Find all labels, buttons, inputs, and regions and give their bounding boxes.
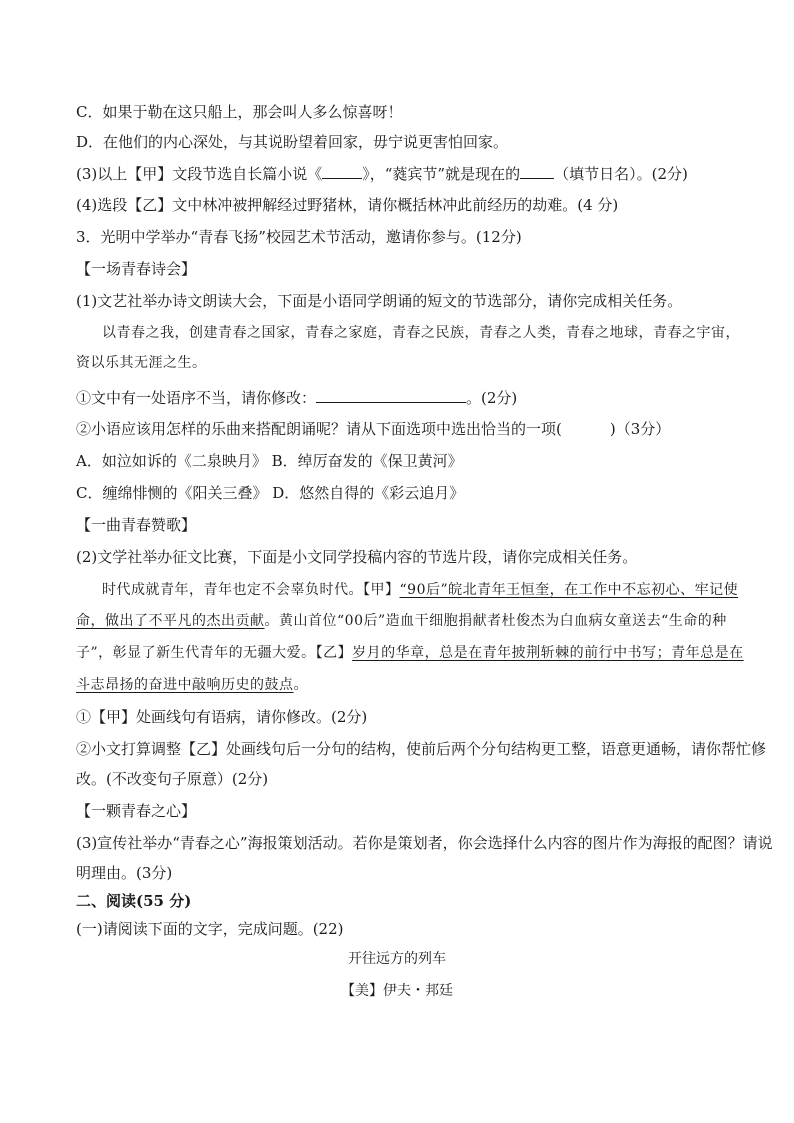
essay-line-2 bbox=[76, 610, 734, 632]
option-d bbox=[76, 131, 734, 153]
question-3-text-b: 》，“蕤宾节”就是现在的 bbox=[362, 165, 521, 183]
subtask-2 bbox=[76, 546, 734, 568]
essay-line-3-text: 子”，彰显了新生代青年的无疆大爱。【乙】 bbox=[76, 645, 353, 661]
novel-title-blank[interactable] bbox=[322, 162, 362, 179]
subtask-1-text: (1)文艺社举办诗文朗读大会，下面是小语同学朗诵的短文的节选部分，请你完成相关任务。 bbox=[76, 292, 683, 310]
quote-line-1 bbox=[102, 322, 740, 344]
option-c-text: C．如果于勒在这只船上，那会叫人多么惊喜呀！ bbox=[76, 103, 403, 121]
music-options-ab-text: A．如泣如诉的《二泉映月》 B．绰厉奋发的《保卫黄河》 bbox=[76, 452, 463, 470]
question-4 bbox=[76, 194, 734, 216]
article-author bbox=[0, 980, 794, 1002]
quote-line-2-text: 资以乐其无涯之生。 bbox=[76, 355, 207, 371]
quote-line-1-text: 以青春之我，创建青春之国家，青春之家庭，青春之民族，青春之人类，青春之地球，青春之宇宙， bbox=[102, 325, 740, 341]
underlined-sentence-yi-end: 斗志昂扬的奋进中敲响历史的鼓点 bbox=[76, 677, 294, 693]
section-heading-heart bbox=[76, 800, 734, 822]
item-2-text: ②小语应该用怎样的乐曲来搭配朗诵呢？请从下面选项中选出恰当的一项( bbox=[76, 420, 562, 438]
subtask-3-cont-text: 明理由。(3分) bbox=[76, 864, 173, 882]
music-options-ab bbox=[76, 450, 734, 472]
option-d-text: D．在他们的内心深处，与其说盼望着回家，毋宁说更害怕回家。 bbox=[76, 133, 509, 151]
essay-line-1 bbox=[102, 579, 739, 601]
task-3-intro bbox=[76, 226, 734, 248]
item-1-word-order bbox=[76, 386, 734, 409]
item-2-structure bbox=[76, 738, 767, 760]
music-options-cd-text: C．缠绵悱恻的《阳关三叠》 D．悠然自得的《彩云追月》 bbox=[76, 484, 465, 502]
subtask-3-cont bbox=[76, 862, 734, 884]
option-c bbox=[76, 101, 734, 123]
question-3-fill bbox=[76, 162, 734, 185]
essay-line-3 bbox=[76, 642, 744, 664]
item-2-structure-cont bbox=[76, 768, 734, 790]
section-heading-ode-text: 【一曲青春赞歌】 bbox=[76, 516, 197, 534]
festival-blank[interactable] bbox=[520, 162, 554, 179]
underlined-sentence-jia: “90后”皖北青年王恒奎，在工作中不忘初心、牢记使 bbox=[399, 582, 739, 598]
underlined-sentence-yi: 岁月的华章，总是在青年披荆斩棘的前行中书写；青年总是在 bbox=[352, 645, 744, 661]
question-3-text-a: (3)以上【甲】文段节选自长篇小说《 bbox=[76, 165, 323, 183]
article-title bbox=[0, 948, 794, 970]
task-3-text: 3．光明中学举办“青春飞扬”校园艺术节活动，邀请你参与。(12分) bbox=[76, 228, 522, 246]
article-author-text: 【美】伊夫・邦廷 bbox=[341, 983, 453, 999]
word-order-answer-blank[interactable] bbox=[316, 386, 466, 403]
reading-1-intro bbox=[76, 918, 734, 940]
subtask-2-text: (2)文学社举办征文比赛，下面是小文同学投稿内容的节选片段，请你完成相关任务。 bbox=[76, 548, 638, 566]
item-1-grammar bbox=[76, 706, 734, 728]
article-title-text: 开往远方的列车 bbox=[348, 951, 446, 967]
part-2-heading-text: 二、阅读(55 分) bbox=[76, 892, 192, 910]
part-2-heading bbox=[76, 890, 734, 912]
subtask-1 bbox=[76, 290, 734, 312]
question-4-text: (4)选段【乙】文中林冲被押解经过野猪林，请你概括林冲此前经历的劫难。(4 分) bbox=[76, 196, 619, 214]
item-1-score: 。(2分) bbox=[466, 389, 518, 407]
item-1-text: ①文中有一处语序不当，请你修改： bbox=[76, 389, 317, 407]
underlined-sentence-jia-end: 命，做出了不平凡的杰出贡献 bbox=[76, 613, 265, 629]
music-options-cd bbox=[76, 482, 734, 504]
item-2-structure-cont-text: 改。(不改变句子原意）(2分) bbox=[76, 770, 269, 788]
item-1-grammar-text: ①【甲】处画线句有语病，请你修改。(2分) bbox=[76, 708, 368, 726]
question-3-text-c: （填节日名）。(2分) bbox=[554, 165, 688, 183]
essay-line-4-period: 。 bbox=[293, 677, 308, 693]
quote-line-2 bbox=[76, 352, 734, 374]
essay-line-1-text: 时代成就青年，青年也定不会辜负时代。【甲】 bbox=[102, 582, 400, 598]
section-heading-ode bbox=[76, 514, 734, 536]
item-2-structure-text: ②小文打算调整【乙】处画线句后一分句的结构，使前后两个分句结构更工整，语意更通畅，请你帮忙修 bbox=[76, 740, 767, 758]
essay-line-4 bbox=[76, 674, 734, 696]
section-heading-poetry bbox=[76, 258, 734, 280]
reading-1-intro-text: (一)请阅读下面的文字，完成问题。(22) bbox=[76, 920, 344, 938]
section-heading-poetry-text: 【一场青春诗会】 bbox=[76, 260, 197, 278]
subtask-3 bbox=[76, 832, 773, 854]
item-2-music bbox=[76, 418, 734, 440]
essay-line-2-text: 。黄山首位“00后”造血干细胞捐献者杜俊杰为白血病女童送去“生命的种 bbox=[264, 613, 727, 629]
section-heading-heart-text: 【一颗青春之心】 bbox=[76, 802, 197, 820]
item-2-score: )（3分） bbox=[609, 420, 671, 438]
subtask-3-text: (3)宣传社举办“青春之心”海报策划活动。若你是策划者，你会选择什么内容的图片作为海报的配图？请说 bbox=[76, 834, 773, 852]
